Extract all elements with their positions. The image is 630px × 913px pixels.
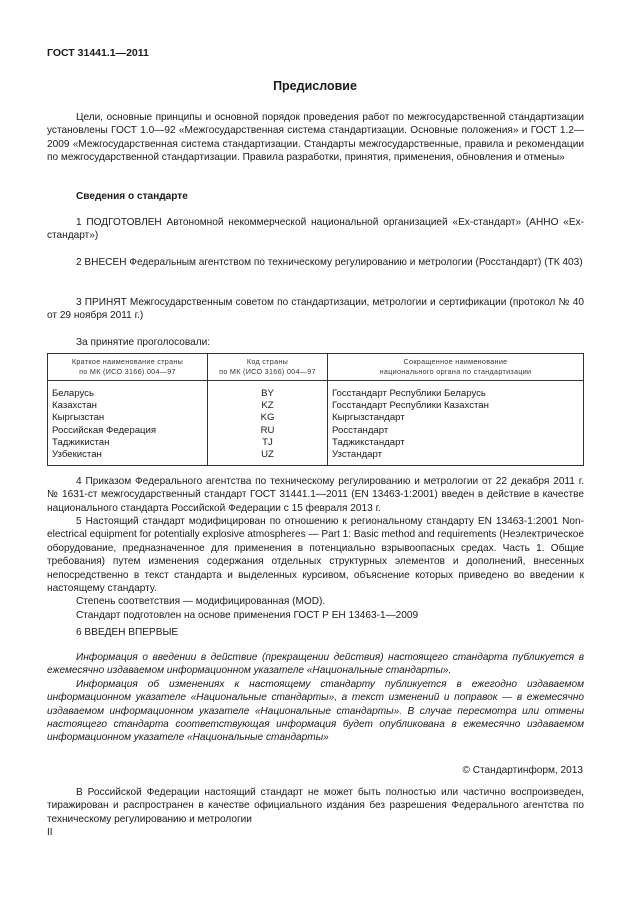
- basis-standard: Стандарт подготовлен на основе применения ГОСТ Р ЕН 13463-1—2009: [76, 609, 419, 621]
- cell-code: BY: [208, 381, 328, 401]
- vote-label: За принятие проголосовали:: [76, 337, 211, 348]
- cell-code: KG: [208, 412, 328, 424]
- notice-changes: Информация об изменениях к настоящему стандарту публикуется в ежегодно издаваемом информационном указателе «Национальные стандарты», а текст изменений и поправок — в ежемесячно издаваемом информационном указателе «Национальные стандарты». В случае пересмотра или отмены настоящего стандарта соответствующая информация будет опубликована в ежемесячно издаваемом информационном указателе «Национальные стандарты»: [47, 678, 584, 744]
- table-row: [48, 437, 584, 449]
- standard-info-heading: Сведения о стандарте: [76, 191, 188, 202]
- cell-code: RU: [208, 425, 328, 437]
- item-2-introduced: 2 ВНЕСЕН Федеральным агентством по техническому регулированию и метрологии (Росстандарт) (ТК 403): [76, 257, 583, 268]
- table-row: [48, 425, 584, 437]
- item-5-modification: [47, 515, 584, 622]
- cell-body: Узстандарт: [328, 449, 584, 466]
- page-number: II: [47, 827, 53, 838]
- cell-country: Кыргызстан: [48, 412, 208, 424]
- table-header-row: [48, 354, 584, 381]
- cell-body: Кыргызстандарт: [328, 412, 584, 424]
- header-standards-body: Сокращенное наименование национального органа по стандартизации: [328, 354, 584, 381]
- intro-paragraph: Цели, основные принципы и основной порядок проведения работ по межгосударственной стандартизации установлены ГОСТ 1.0—92 «Межгосударственная система стандартизации. Основные положения» и ГОСТ 1.2—2009 «Межгосударственная система стандартизации. Стандарты межгосударственные, правила и рекомендации по межгосударственной стандартизации. Правила разработки, принятия, применения, обновления и отмены»: [47, 112, 584, 164]
- notice-introduction: Информация о введении в действие (прекращении действия) настоящего стандарта публикуется в ежемесячно издаваемом информационном указателе «Национальные стандарты».: [47, 652, 584, 677]
- conformity-degree: Степень соответствия — модифицированная (MOD).: [76, 596, 326, 608]
- table-row: [48, 381, 584, 401]
- item-4-order: 4 Приказом Федерального агентства по техническому регулированию и метрологии от 22 декабря 2011 г. № 1631-ст межгосударственный стандарт ГОСТ 31441.1—2011 (EN 13463-1:2001) введен в действие в качестве национального стандарта Российской Федерации с 15 февраля 2013 г.: [47, 476, 584, 514]
- table-row: [48, 400, 584, 412]
- document-code-header: ГОСТ 31441.1—2011: [47, 47, 149, 59]
- legal-notice: В Российской Федерации настоящий стандарт не может быть полностью или частично воспроизведен, тиражирован и распространен в качестве официального издания без разрешения Федерального агентства по техническому регулированию и метрологии: [47, 787, 584, 825]
- item-6-first-introduced: 6 ВВЕДЕН ВПЕРВЫЕ: [76, 627, 179, 638]
- page-title: Предисловие: [273, 79, 357, 93]
- cell-code: TJ: [208, 437, 328, 449]
- header-country-code: Код страны по МК (ИСО 3166) 004—97: [208, 354, 328, 381]
- cell-body: Таджикстандарт: [328, 437, 584, 449]
- cell-country: Казахстан: [48, 400, 208, 412]
- cell-code: UZ: [208, 449, 328, 466]
- voting-states-table: [47, 353, 584, 466]
- cell-body: Госстандарт Республики Беларусь: [328, 381, 584, 401]
- item-3-adopted: 3 ПРИНЯТ Межгосударственным советом по стандартизации, метрологии и сертификации (протокол № 40 от 29 ноября 2011 г.): [47, 297, 584, 322]
- item-1-prepared: 1 ПОДГОТОВЛЕН Автономной некоммерческой национальной организацией «Ех-стандарт» (АННО «Ех-стандарт»): [47, 217, 584, 242]
- cell-country: Узбекистан: [48, 449, 208, 466]
- item-5-main-text: 5 Настоящий стандарт модифицирован по отношению к региональному стандарту EN 13463-1:2001 Non-electrical equipment for potentially explosive atmospheres — Part 1: Basic method and requirements (Неэлектрическое оборудование, предназначенное для применения в потенциально взрывоопасных средах. Часть 1. Общие требования) путем изменения содержания отдельных структурных элементов и дополнений, внесенных непосредственно в текст стандарта и выделенных курсивом, объяснение которых приведено во введении к настоящему стандарту.: [47, 516, 584, 595]
- cell-country: Беларусь: [48, 381, 208, 401]
- cell-body: Госстандарт Республики Казахстан: [328, 400, 584, 412]
- cell-body: Росстандарт: [328, 425, 584, 437]
- cell-country: Российская Федерация: [48, 425, 208, 437]
- header-country-name: Краткое наименование страны по МК (ИСО 3166) 004—97: [48, 354, 208, 381]
- table-row: [48, 449, 584, 466]
- copyright-line: © Стандартинформ, 2013: [462, 765, 583, 776]
- table-row: [48, 412, 584, 424]
- cell-code: KZ: [208, 400, 328, 412]
- cell-country: Таджикистан: [48, 437, 208, 449]
- publication-notice: [47, 651, 584, 745]
